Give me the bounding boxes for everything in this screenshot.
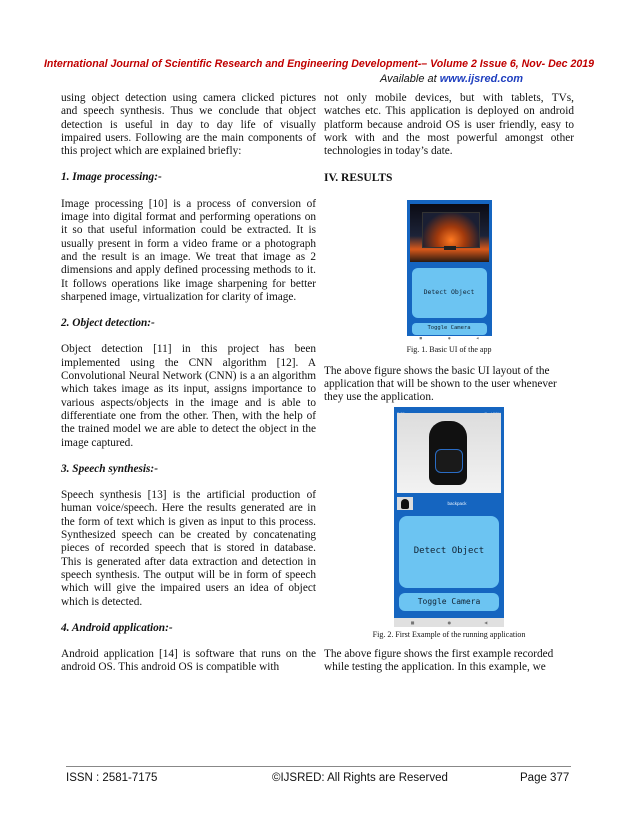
android-application-paragraph: Android application [14] is software that runs on the android OS. This android OS is compatible with bbox=[61, 648, 316, 674]
monitor-stand bbox=[444, 246, 456, 250]
toggle-camera-button[interactable]: Toggle Camera bbox=[399, 593, 499, 611]
footer-rights: ©IJSRED: All Rights are Reserved bbox=[272, 772, 448, 784]
navigation-bar bbox=[394, 618, 504, 627]
detection-result-row bbox=[397, 496, 501, 512]
heading-speech-synthesis: 3. Speech synthesis:- bbox=[61, 462, 158, 475]
figure-2-caption: Fig. 2. First Example of the running application bbox=[372, 629, 526, 639]
back-icon[interactable]: ◀ bbox=[484, 619, 488, 625]
result-thumbnail bbox=[397, 497, 413, 510]
recent-apps-icon[interactable]: ■ bbox=[419, 336, 423, 341]
footer-divider bbox=[66, 766, 571, 767]
camera-preview-image bbox=[410, 204, 489, 262]
object-detection-paragraph: Object detection [11] in this project has been implemented using the CNN algorithm [12]. A Convolutional Neural Network (CNN) is a an algorithm which takes image as its input, assigns importance to various aspects/objects in the image and is able to differentiate one from the other. Then, with the help of the trained model we are able to detect the object in the image captured. bbox=[61, 343, 316, 449]
journal-url-link[interactable]: www.ijsred.com bbox=[439, 73, 524, 85]
footer-page-number: Page 377 bbox=[520, 772, 570, 784]
detected-object-label: backpack bbox=[447, 501, 467, 507]
continuation-paragraph: not only mobile devices, but with tablets, TVs, watches etc. This application is deployed on android platform because android OS is user friendly, easy to work with and the most powerful amongst other technologies in today’s date. bbox=[324, 92, 574, 158]
left-column bbox=[61, 92, 316, 688]
figure-1-description: The above figure shows the basic UI layout of the application that will be shown to the user whenever they use the application. bbox=[324, 364, 557, 404]
heading-object-detection: 2. Object detection:- bbox=[61, 317, 155, 330]
camera-preview-image bbox=[397, 413, 501, 493]
figure-2-description: The above figure shows the first example recorded while testing the application. In this example, we bbox=[324, 647, 554, 673]
navigation-bar bbox=[407, 336, 492, 342]
image-processing-paragraph: Image processing [10] is a process of conversion of image into digital format and performing operations on it so that useful information could be extracted. It is usually present in form a video frame or a photograph and the result is an image. We treat that image as 2 dimensions and apply defined processing methods to it. It follows operations like image sharpening for better sharpened image, virtualization for clarity of image. bbox=[61, 197, 316, 303]
figure-1-caption: Fig. 1. Basic UI of the app bbox=[406, 344, 492, 354]
availability-line bbox=[380, 73, 523, 85]
figure-1-phone-screenshot bbox=[407, 200, 492, 342]
home-icon[interactable]: ● bbox=[447, 619, 452, 625]
backpack-pocket bbox=[435, 449, 463, 473]
right-column bbox=[324, 92, 574, 687]
journal-header: International Journal of Scientific Research and Engineering Development-– Volume 2 Issue 6, Nov- Dec 2019 bbox=[43, 58, 595, 70]
heading-android-application: 4. Android application:- bbox=[61, 621, 173, 634]
recent-apps-icon[interactable]: ■ bbox=[410, 619, 415, 625]
available-prefix: Available at bbox=[380, 73, 440, 85]
detect-object-button[interactable]: Detect Object bbox=[399, 516, 499, 588]
back-icon[interactable]: ◀ bbox=[476, 336, 479, 341]
detect-object-button[interactable]: Detect Object bbox=[412, 268, 487, 318]
home-icon[interactable]: ● bbox=[447, 336, 451, 341]
figure-2-phone-screenshot bbox=[394, 407, 504, 627]
speech-synthesis-paragraph: Speech synthesis [13] is the artificial production of human voice/speech. Here the results generated are in the form of text which is given as input to this process. Synthesized speech can be created by concatenating pieces of recorded speech that is stored in database. This is generated after data extraction and detection in speech synthesis. The output will be in form of speech which will give the impaired users an idea of object which is detected. bbox=[61, 489, 316, 608]
backpack-object bbox=[429, 421, 467, 485]
section-heading-results: IV. RESULTS bbox=[324, 172, 393, 185]
footer-issn: ISSN : 2581-7175 bbox=[66, 772, 158, 784]
toggle-camera-button[interactable]: Toggle Camera bbox=[412, 323, 487, 335]
intro-paragraph: using object detection using camera clicked pictures and speech synthesis. Thus we conclude that object detection is useful in day to day life of visually impaired users. Following are the main components of this project which are explained briefly: bbox=[61, 92, 316, 158]
monitor-display bbox=[422, 212, 480, 248]
heading-image-processing: 1. Image processing:- bbox=[61, 171, 162, 184]
